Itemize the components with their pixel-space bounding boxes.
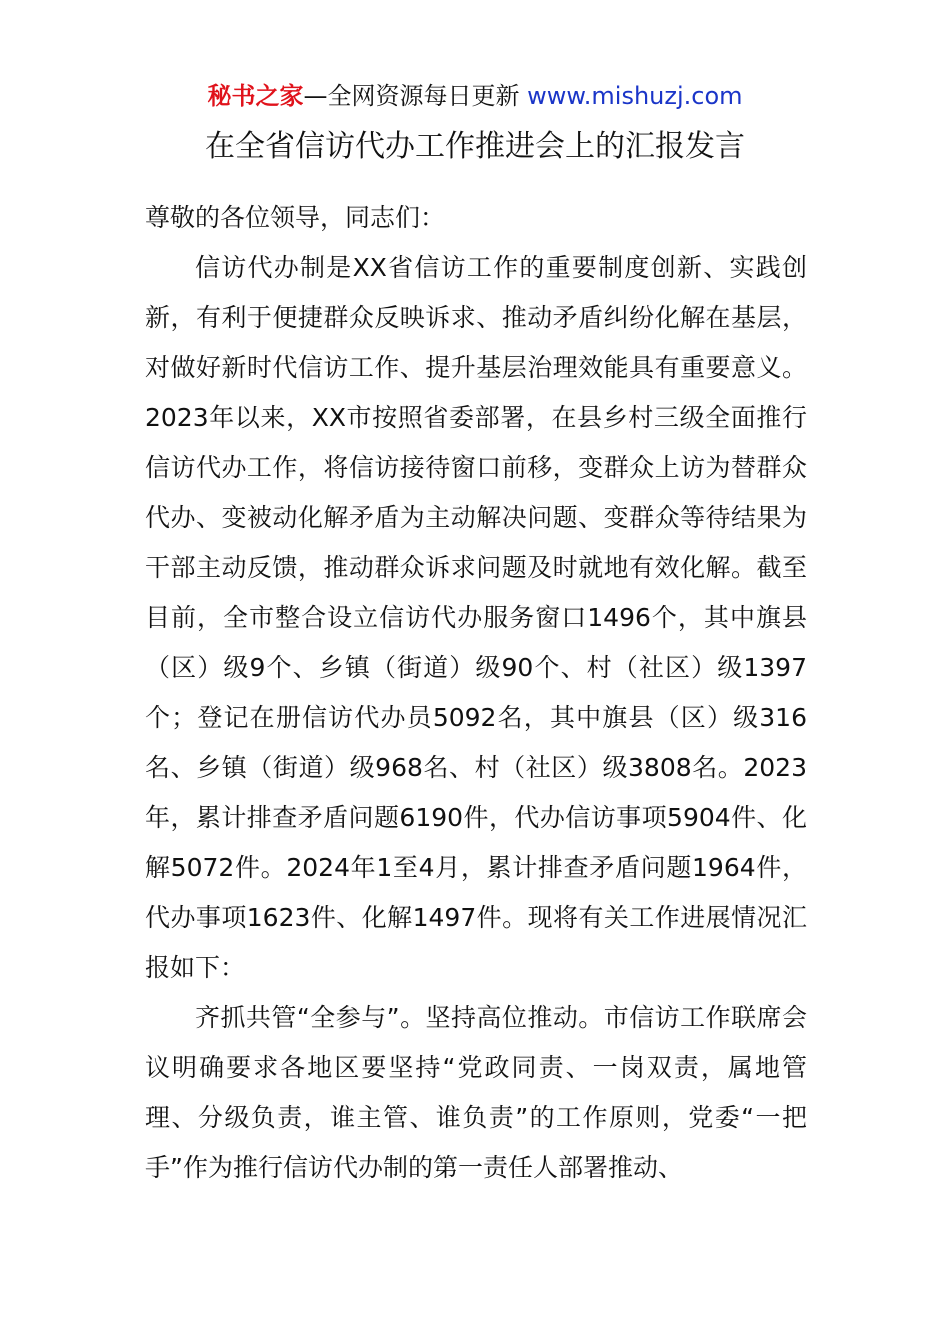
site-url[interactable]: www.mishuzj.com [527, 82, 743, 110]
site-brand: 秘书之家 [207, 82, 304, 110]
document-title: 在全省信访代办工作推进会上的汇报发言 [205, 129, 745, 164]
site-tagline: —全网资源每日更新 [303, 82, 528, 110]
paragraph-intro: 信访代办制是XX省信访工作的重要制度创新、实践创新，有利于便捷群众反映诉求、推动矛盾纠纷化解在基层，对做好新时代信访工作、提升基层治理效能具有重要意义。2023年以来，XX市按照省委部署，在县乡村三级全面推行信访代办工作，将信访接待窗口前移，变群众上访为替群众代办、变被动化解矛盾为主动解决问题、变群众等待结果为干部主动反馈，推动群众诉求问题及时就地有效化解。截至目前，全市整合设立信访代办服务窗口1496个，其中旗县（区）级9个、乡镇（街道）级90个、村（社区）级1397个；登记在册信访代办员5092名，其中旗县（区）级316名、乡镇（街道）级968名、村（社区）级3808名。2023年，累计排查矛盾问题6190件，代办信访事项5904件、化解5072件。2024年1至4月，累计排查矛盾问题1964件，代办事项1623件、化解1497件。现将有关工作进展情况汇报如下： [145, 253, 807, 982]
document-body [145, 193, 807, 1193]
site-banner [0, 80, 950, 112]
paragraph-section-one: 齐抓共管“全参与”。坚持高位推动。市信访工作联席会议明确要求各地区要坚持“党政同责、一岗双责，属地管理、分级负责，谁主管、谁负责”的工作原则，党委“一把手”作为推行信访代办制的第一责任人部署推动、 [145, 1003, 807, 1182]
salutation: 尊敬的各位领导，同志们： [145, 203, 446, 232]
